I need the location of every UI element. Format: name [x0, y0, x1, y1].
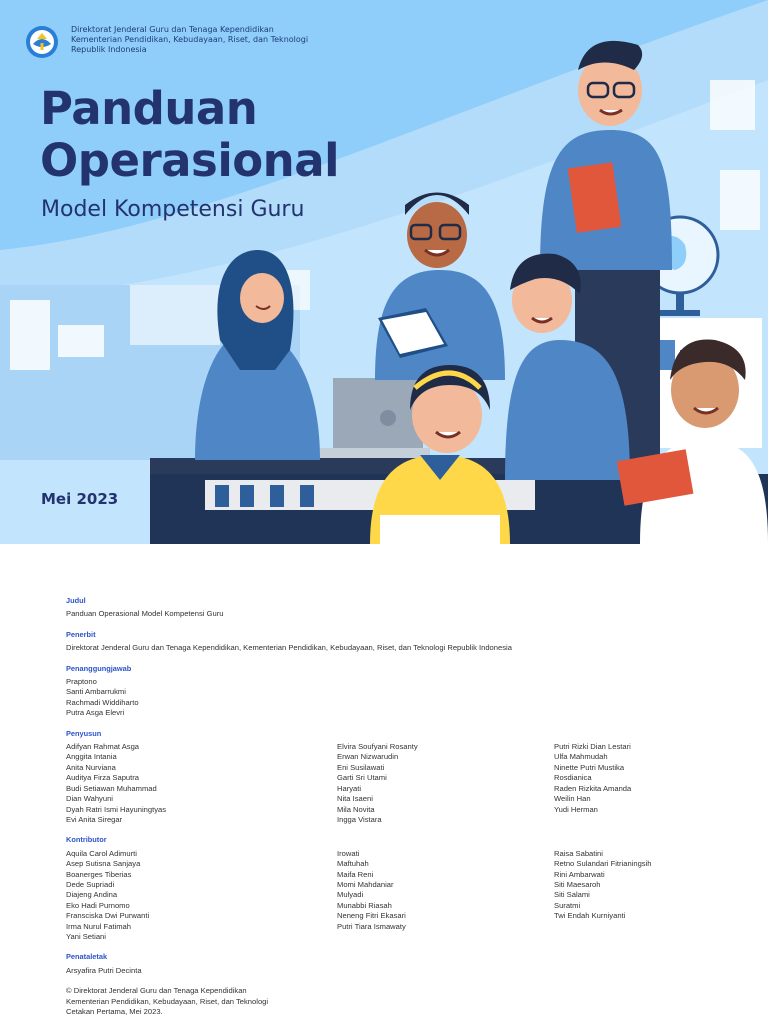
- list-item: Mulyadi: [337, 890, 364, 900]
- list-item: Rachmadi Widdiharto: [66, 697, 139, 707]
- heading-penataletak: Penataletak: [66, 952, 108, 962]
- penyusun-column-1: [66, 742, 337, 825]
- list-item: Dede Supriadi: [66, 879, 115, 889]
- organization-name: [71, 25, 308, 55]
- list-item: Cetakan Pertama, Mei 2023.: [66, 1007, 163, 1016]
- title-line-1: Panduan: [40, 82, 258, 135]
- list-item: Boanerges Tiberias: [66, 869, 132, 879]
- org-line-1: Direktorat Jenderal Guru dan Tenaga Kependidikan: [71, 25, 274, 34]
- list-item: Auditya Firza Saputra: [66, 773, 140, 783]
- list-item: Putra Asga Elevri: [66, 708, 125, 718]
- copyright-notice: [66, 986, 746, 1017]
- list-item: Budi Setiawan Muhammad: [66, 783, 157, 793]
- list-item: Adifyan Rahmat Asga: [66, 742, 140, 752]
- list-item: Anita Nurviana: [66, 762, 116, 772]
- list-item: Siti Maesaroh: [554, 879, 601, 889]
- list-item: Erwan Nizwarudin: [337, 752, 399, 762]
- list-item: Raden Rizkita Amanda: [554, 783, 632, 793]
- section-penanggungjawab: [66, 664, 746, 719]
- tut-wuri-handayani-logo: [25, 25, 59, 59]
- list-item: Santi Ambarrukmi: [66, 687, 126, 697]
- list-item: Dian Wahyuni: [66, 794, 113, 804]
- section-judul: [66, 596, 746, 620]
- penyusun-column-3: [554, 742, 744, 825]
- list-item: Irma Nurul Fatimah: [66, 921, 131, 931]
- list-item: Fransciska Dwi Purwanti: [66, 911, 150, 921]
- kontributor-column-1: [66, 849, 337, 943]
- penerbit-text: Direktorat Jenderal Guru dan Tenaga Kependidikan, Kementerian Pendidikan, Kebudayaan, Riset, dan Teknologi Republik Indonesia: [66, 643, 512, 653]
- publication-date: Mei 2023: [41, 490, 119, 508]
- org-line-2: Kementerian Pendidikan, Kebudayaan, Riset, dan Teknologi: [71, 35, 309, 44]
- section-kontributor: [66, 835, 746, 942]
- credits-page: [66, 596, 746, 1017]
- list-item: Eni Susilawati: [337, 762, 385, 772]
- list-item: Maifa Reni: [337, 869, 374, 879]
- heading-penerbit: Penerbit: [66, 629, 96, 639]
- list-item: © Direktorat Jenderal Guru dan Tenaga Kependidikan: [66, 986, 247, 996]
- list-item: Neneng Fitri Ekasari: [337, 911, 406, 921]
- list-item: Aquila Carol Adimurti: [66, 848, 137, 858]
- list-item: Eko Hadi Purnomo: [66, 900, 130, 910]
- subtitle: Model Kompetensi Guru: [41, 197, 305, 222]
- list-item: Diajeng Andina: [66, 890, 118, 900]
- judul-text: Panduan Operasional Model Kompetensi Guru: [66, 609, 224, 619]
- list-item: Raisa Sabatini: [554, 848, 603, 858]
- header-identity: [25, 25, 308, 59]
- list-item: Suratmi: [554, 900, 581, 910]
- penyusun-column-2: [337, 742, 554, 825]
- list-item: Twi Endah Kurniyanti: [554, 911, 626, 921]
- list-item: Asep Sutisna Sanjaya: [66, 859, 141, 869]
- list-item: Munabbi Riasah: [337, 900, 392, 910]
- list-item: Putri Rizki Dian Lestari: [554, 742, 631, 752]
- list-item: Retno Sulandari Fitrianingsih: [554, 859, 652, 869]
- list-item: Praptono: [66, 677, 97, 687]
- list-item: Rosdianica: [554, 773, 592, 783]
- list-item: Yani Setiani: [66, 931, 106, 941]
- section-penerbit: [66, 630, 746, 654]
- list-item: Arsyafira Putri Decinta: [66, 965, 142, 975]
- section-penyusun: [66, 729, 746, 826]
- list-item: Ninette Putri Mustika: [554, 762, 625, 772]
- heading-judul: Judul: [66, 596, 86, 605]
- list-item: Yudi Herman: [554, 804, 598, 814]
- penanggungjawab-list: [66, 677, 746, 719]
- list-item: Siti Salami: [554, 890, 590, 900]
- list-item: Momi Mahdaniar: [337, 879, 394, 889]
- list-item: Irowati: [337, 848, 360, 858]
- list-item: Ulfa Mahmudah: [554, 752, 608, 762]
- list-item: Ingga Vistara: [337, 814, 382, 824]
- list-item: Haryati: [337, 783, 362, 793]
- list-item: Maftuhah: [337, 859, 369, 869]
- penataletak-list: [66, 966, 746, 976]
- list-item: Nita Isaeni: [337, 794, 373, 804]
- org-line-3: Republik Indonesia: [71, 45, 147, 54]
- list-item: Mila Novita: [337, 804, 375, 814]
- heading-penanggungjawab: Penanggungjawab: [66, 663, 132, 673]
- title-line-2: Operasional: [40, 134, 339, 187]
- list-item: Evi Anita Siregar: [66, 814, 123, 824]
- list-item: Garti Sri Utami: [337, 773, 387, 783]
- list-item: Elvira Soufyani Rosanty: [337, 742, 418, 752]
- heading-penyusun: Penyusun: [66, 728, 102, 738]
- heading-kontributor: Kontributor: [66, 835, 107, 845]
- list-item: Dyah Ratri Ismi Hayuningtyas: [66, 804, 167, 814]
- list-item: Weilin Han: [554, 794, 591, 804]
- kontributor-column-2: [337, 849, 554, 943]
- kontributor-column-3: [554, 849, 744, 943]
- list-item: Putri Tiara Ismawaty: [337, 921, 406, 931]
- section-penataletak: [66, 952, 746, 976]
- list-item: Kementerian Pendidikan, Kebudayaan, Riset, dan Teknologi: [66, 996, 269, 1006]
- list-item: Rini Ambarwati: [554, 869, 605, 879]
- list-item: Anggita Intania: [66, 752, 117, 762]
